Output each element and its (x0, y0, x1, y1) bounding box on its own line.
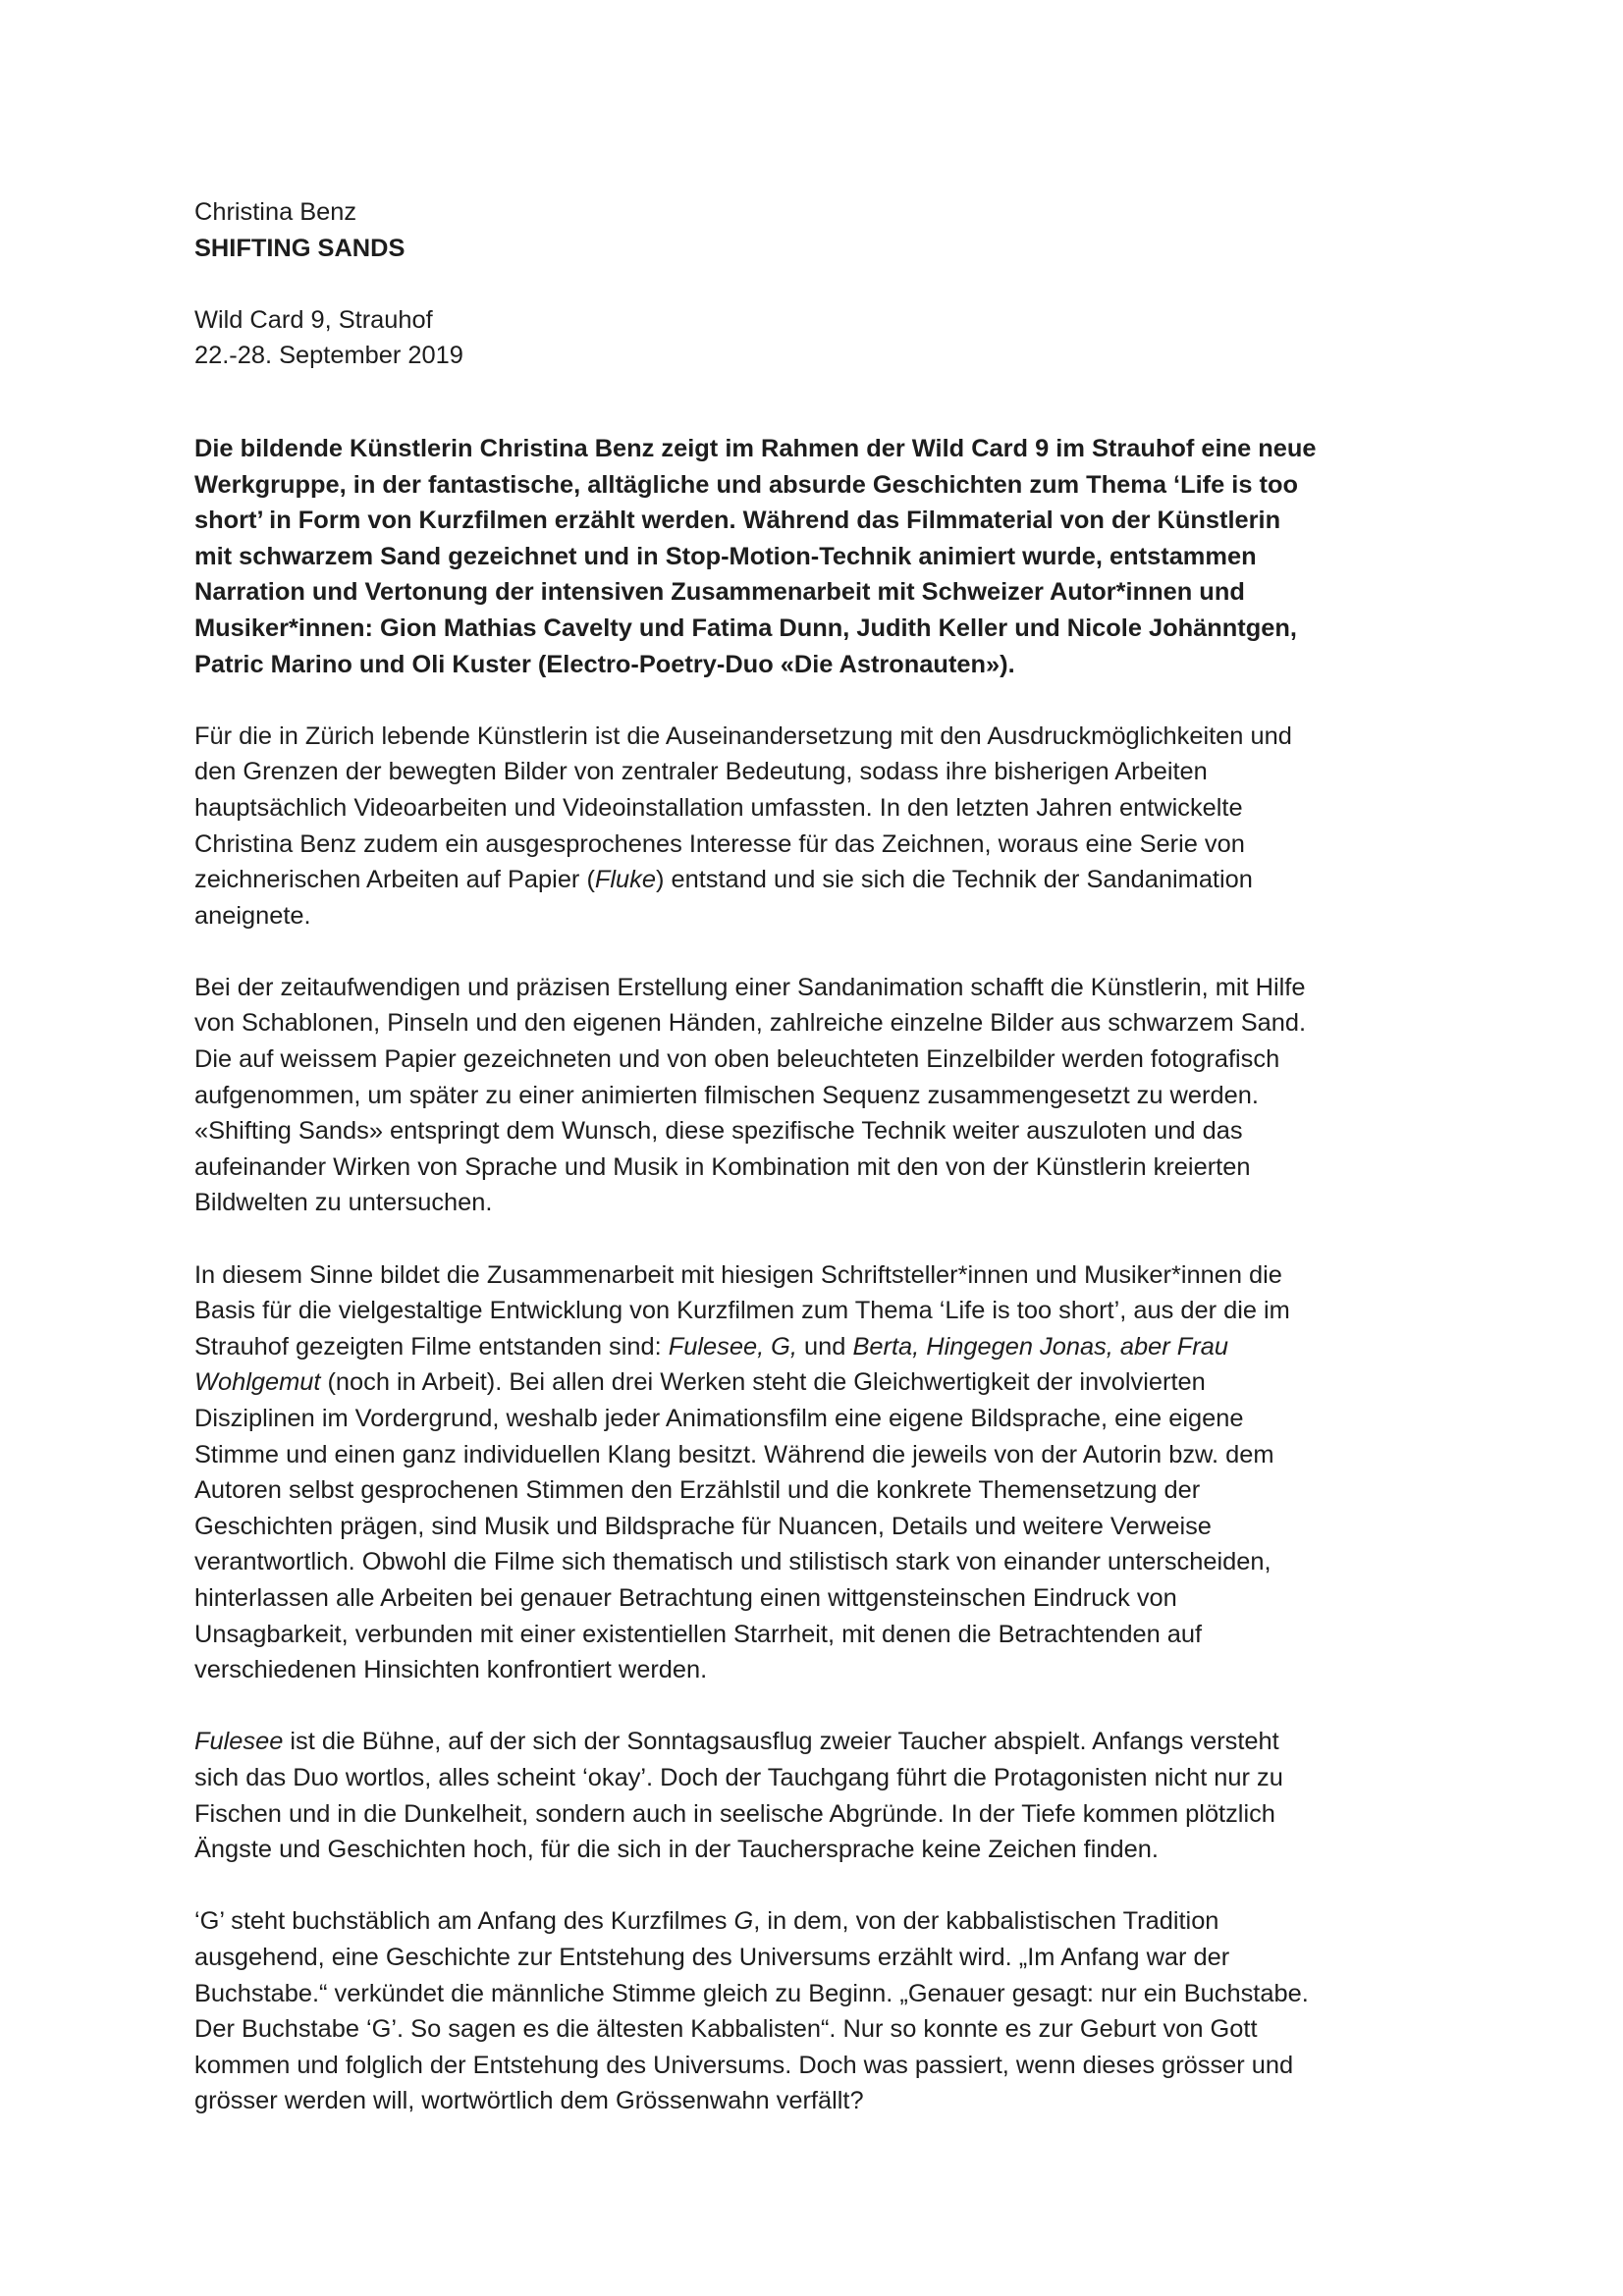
text-line: aneignete. (194, 901, 311, 930)
work-title-berta: Berta, Hingegen Jonas, aber Frau (852, 1332, 1228, 1361)
work-title-g: G (733, 1907, 754, 1936)
text-line: kommen und folglich der Entstehung des Universums. Doch was passiert, wenn dieses grösser und (194, 2051, 1294, 2079)
text-line: Die auf weissem Papier gezeichneten und von oben beleuchteten Einzelbilder werden fotografisch (194, 1045, 1280, 1074)
work-title-fluke: Fluke (594, 866, 656, 894)
text-line (194, 1364, 1435, 1401)
text-run: zeichnerischen Arbeiten auf Papier ( (194, 866, 595, 894)
text-line: ausgehend, eine Geschichte zur Entstehung des Universums erzählt wird. „Im Anfang war der (194, 1943, 1230, 1971)
text-line: aufeinander Wirken von Sprache und Musik in Kombination mit den von der Künstlerin kreierten (194, 1152, 1251, 1181)
paragraph-collaboration (194, 1257, 1435, 1688)
work-title-fulesee: Fulesee (194, 1728, 284, 1756)
exhibition-dates: 22.-28. September 2019 (194, 342, 463, 370)
document-page (194, 194, 1435, 2119)
text-line (194, 1903, 1435, 1940)
text-line: Christina Benz zudem ein ausgesprochenes Interesse für das Zeichnen, woraus eine Serie von (194, 829, 1245, 858)
text-line: grösser werden will, wortwörtlich dem Grössenwahn verfällt? (194, 2087, 864, 2115)
text-line: den Grenzen der bewegten Bilder von zentraler Bedeutung, sodass ihre bisherigen Arbeiten (194, 758, 1208, 786)
text-line: «Shifting Sands» entspringt dem Wunsch, diese spezifische Technik weiter auszuloten und das (194, 1117, 1243, 1146)
text-line (194, 862, 1435, 898)
exhibition-title: SHIFTING SANDS (194, 234, 406, 262)
text-line: Stimme und einen ganz individuellen Klang besitzt. Während die jeweils von der Autorin bzw. dem (194, 1440, 1274, 1468)
lead-line: Patric Marino und Oli Kuster (Electro-Poetry-Duo «Die Astronauten»). (194, 650, 1015, 678)
author-name: Christina Benz (194, 198, 357, 226)
text-line: verantwortlich. Obwohl die Filme sich thematisch und stilistisch stark von einander unterscheiden, (194, 1548, 1271, 1576)
text-line: Autoren selbst gesprochenen Stimmen den Erzählstil und die konkrete Themensetzung der (194, 1476, 1201, 1505)
lead-line: Die bildende Künstlerin Christina Benz zeigt im Rahmen der Wild Card 9 im Strauhof eine neue (194, 434, 1317, 462)
text-run: ‘G’ steht buchstäblich am Anfang des Kurzfilmes (194, 1907, 734, 1936)
text-line: Für die in Zürich lebende Künstlerin ist die Auseinandersetzung mit den Ausdruckmöglichkeiten und (194, 721, 1292, 750)
text-run: (noch in Arbeit). Bei allen drei Werken steht die Gleichwertigkeit der involvierten (320, 1368, 1206, 1397)
text-line: sich das Duo wortlos, alles scheint ‘okay’. Doch der Tauchgang führt die Protagonisten nicht nur zu (194, 1763, 1283, 1791)
text-run: ) entstand und sie sich die Technik der Sandanimation (656, 866, 1253, 894)
text-run: und (796, 1332, 853, 1361)
text-line (194, 1724, 1435, 1760)
text-line: Fischen und in die Dunkelheit, sondern auch in seelische Abgründe. In der Tiefe kommen plötzlich (194, 1799, 1275, 1828)
paragraph-technique (194, 970, 1435, 1221)
text-line: aufgenommen, um später zu einer animierten filmischen Sequenz zusammengesetzt zu werden. (194, 1081, 1259, 1109)
text-run: ist die Bühne, auf der sich der Sonntagsausflug zweier Taucher abspielt. Anfangs versteht (283, 1728, 1279, 1756)
text-line: hauptsächlich Videoarbeiten und Videoinstallation umfassten. In den letzten Jahren entwickelte (194, 793, 1243, 822)
text-line: Geschichten prägen, sind Musik und Bildsprache für Nuancen, Details und weitere Verweise (194, 1512, 1212, 1540)
work-title-berta-cont: Wohlgemut (194, 1368, 321, 1397)
text-line (194, 1329, 1435, 1365)
text-line: Buchstabe.“ verkündet die männliche Stimme gleich zu Beginn. „Genauer gesagt: nur ein Buchstabe. (194, 1979, 1309, 2007)
text-line: Basis für die vielgestaltige Entwicklung von Kurzfilmen zum Thema ‘Life is too short’, aus der die im (194, 1297, 1290, 1325)
text-run: Strauhof gezeigten Filme entstanden sind: (194, 1332, 669, 1361)
lead-line: mit schwarzem Sand gezeichnet und in Stop-Motion-Technik animiert wurde, entstammen (194, 542, 1257, 570)
paragraph-artist (194, 719, 1435, 934)
text-line: Unsagbarkeit, verbunden mit einer existentiellen Starrheit, mit denen die Betrachtenden auf (194, 1620, 1203, 1648)
lead-line: Werkgruppe, in der fantastische, alltägliche und absurde Geschichten zum Thema ‘Life is too (194, 470, 1299, 499)
text-line: Ängste und Geschichten hoch, für die sich in der Tauchersprache keine Zeichen finden. (194, 1836, 1159, 1864)
lead-line: short’ in Form von Kurzfilmen erzählt werden. Während das Filmmaterial von der Künstlerin (194, 507, 1281, 535)
lead-paragraph (194, 431, 1435, 682)
text-line: von Schablonen, Pinseln und den eigenen Händen, zahlreiche einzelne Bilder aus schwarzem Sand. (194, 1009, 1307, 1038)
header (194, 194, 1435, 374)
text-line: Der Buchstabe ‘G’. So sagen es die ältesten Kabbalisten“. Nur so konnte es zur Geburt von Gott (194, 2015, 1258, 2044)
text-line: verschiedenen Hinsichten konfrontiert werden. (194, 1656, 708, 1684)
lead-line: Musiker*innen: Gion Mathias Cavelty und Fatima Dunn, Judith Keller und Nicole Johänntgen, (194, 614, 1297, 642)
text-line: Bildwelten zu untersuchen. (194, 1189, 493, 1217)
text-line: Bei der zeitaufwendigen und präzisen Erstellung einer Sandanimation schafft die Künstlerin, mit Hilfe (194, 973, 1306, 1001)
paragraph-fulesee (194, 1724, 1435, 1867)
text-run: , in dem, von der kabbalistischen Tradition (753, 1907, 1219, 1936)
lead-line: Narration und Vertonung der intensiven Zusammenarbeit mit Schweizer Autor*innen und (194, 578, 1245, 607)
paragraph-g (194, 1903, 1435, 2119)
venue: Wild Card 9, Strauhof (194, 305, 433, 334)
text-line: In diesem Sinne bildet die Zusammenarbeit mit hiesigen Schriftsteller*innen und Musiker*innen die (194, 1260, 1282, 1289)
text-line: hinterlassen alle Arbeiten bei genauer Betrachtung einen wittgensteinschen Eindruck von (194, 1583, 1177, 1612)
work-titles: Fulesee, G, (668, 1332, 797, 1361)
text-line: Disziplinen im Vordergrund, weshalb jeder Animationsfilm eine eigene Bildsprache, eine eigene (194, 1405, 1244, 1432)
